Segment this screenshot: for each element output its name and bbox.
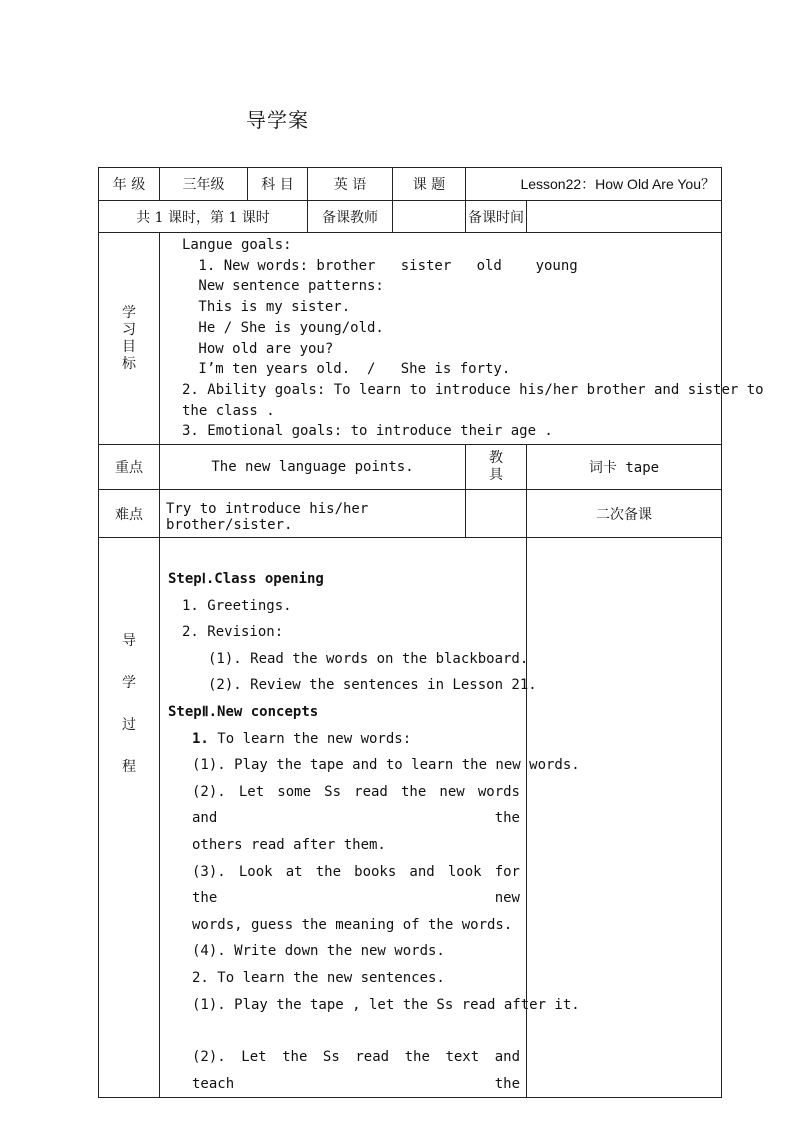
step2-item1-subitem: (1). Play the tape and to learn the new words. — [192, 757, 580, 774]
goal-line: 1. New words: brother sister old young — [190, 257, 578, 274]
step1-subitem: (2). Review the sentences in Lesson 21. — [208, 677, 537, 694]
objectives-label-char: 标 — [122, 355, 136, 372]
goal-line: He / She is young/old. — [190, 319, 384, 336]
step2-item1-number: 1. — [192, 730, 209, 747]
process-row — [99, 538, 722, 1098]
process-label-char: 学 — [122, 675, 136, 692]
grade-label: 年 级 — [99, 168, 160, 201]
difficult-points-content: Try to introduce his/her brother/sister. — [160, 490, 466, 538]
difficult-points-row — [99, 490, 722, 538]
process-content — [160, 538, 580, 1098]
teaching-aids-char: 教 — [489, 450, 503, 467]
goal-line: 2. Ability goals: To learn to introduce his/her brother and sister to — [182, 381, 764, 398]
second-prep-area — [527, 538, 722, 1098]
goal-line: How old are you? — [190, 340, 334, 357]
teaching-aids-value: 词卡 tape — [527, 445, 722, 490]
objectives-content — [160, 233, 764, 445]
time-value — [527, 201, 722, 233]
periods-text: 共 1 课时，第 1 课时 — [99, 201, 308, 233]
objectives-label-char: 习 — [122, 321, 136, 338]
goal-line: New sentence patterns: — [190, 278, 384, 295]
key-points-content: The new language points. — [160, 445, 466, 490]
step2-item1-subitem: others read after them. — [192, 836, 386, 853]
header-row — [99, 168, 722, 201]
difficult-points-label: 难点 — [99, 490, 160, 538]
teacher-value — [393, 201, 466, 233]
process-label-char: 导 — [122, 633, 136, 650]
topic-value: Lesson22：How Old Are You？ — [466, 168, 722, 201]
objectives-label-char: 目 — [122, 338, 136, 355]
subject-value: 英 语 — [308, 168, 393, 201]
blank-line — [168, 1018, 520, 1044]
objectives-label — [99, 233, 160, 445]
step1-title: StepⅠ.Class opening — [168, 571, 324, 588]
teacher-label: 备课教师 — [308, 201, 393, 233]
step2-item1-subitem: (3). Look at the books and look for the new — [192, 863, 520, 907]
process-label — [99, 538, 160, 1098]
key-points-label: 重点 — [99, 445, 160, 490]
process-label-char: 程 — [122, 759, 136, 776]
key-points-row — [99, 445, 722, 490]
teaching-aids-label — [466, 445, 527, 490]
step2-title: StepⅡ.New concepts — [168, 704, 319, 720]
second-prep-label: 二次备课 — [527, 490, 722, 538]
process-label-char: 过 — [122, 717, 136, 734]
teaching-aids-char: 具 — [489, 467, 503, 484]
step2-item1 — [168, 726, 520, 753]
step2-item2-subitem: (2). Let the Ss read the text and teach the — [192, 1049, 520, 1092]
step2-item1-subitem: words, guess the meaning of the words. — [192, 916, 513, 933]
grade-value: 三年级 — [160, 168, 248, 201]
step1-item: 2. Revision: — [182, 624, 284, 641]
step1-item: 1. Greetings. — [182, 597, 292, 614]
periods-row — [99, 201, 722, 233]
step2-item1-text: To learn the new words: — [208, 730, 412, 747]
goal-line: the class . — [182, 402, 275, 419]
page-title: 导学案 — [246, 108, 309, 132]
subject-label: 科 目 — [248, 168, 308, 201]
objectives-row — [99, 233, 722, 445]
step2-item1-subitem: (2). Let some Ss read the new words and the — [192, 783, 520, 827]
goal-line: I’m ten years old. / She is forty. — [190, 361, 511, 378]
step1-subitem: (1). Read the words on the blackboard. — [208, 650, 529, 667]
time-label: 备课时间 — [466, 201, 527, 233]
goal-line: This is my sister. — [190, 299, 351, 316]
step2-item1-subitem: (4). Write down the new words. — [192, 943, 445, 960]
goal-line: 3. Emotional goals: to introduce their age . — [182, 423, 553, 440]
topic-label: 课 题 — [393, 168, 466, 201]
difficult-points-blank — [466, 490, 527, 538]
lesson-plan-table — [98, 167, 764, 1098]
objectives-label-char: 学 — [122, 304, 136, 321]
step2-item2: 2. To learn the new sentences. — [192, 969, 445, 986]
goal-line: Langue goals: — [182, 237, 292, 253]
step2-item2-subitem: (1). Play the tape , let the Ss read after it. — [192, 996, 580, 1013]
